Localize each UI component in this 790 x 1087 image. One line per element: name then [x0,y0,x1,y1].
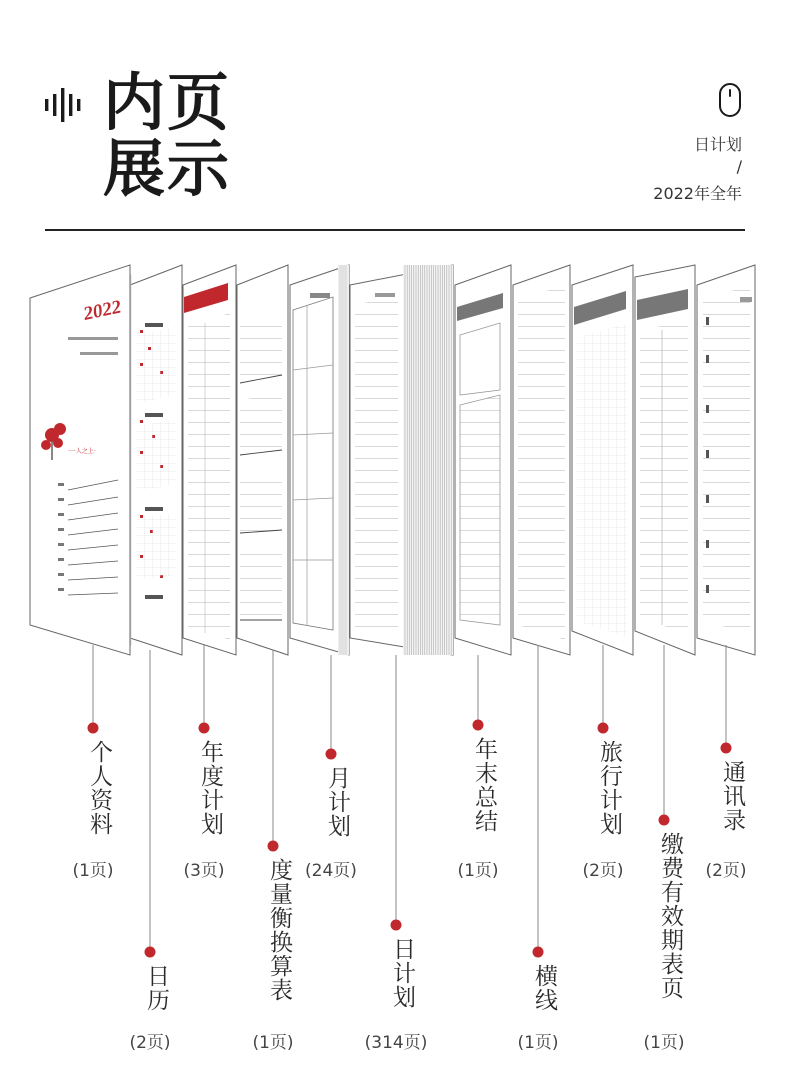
title-line-2: 展示 [103,132,232,205]
callout-dot [145,947,156,958]
callout-dot [473,720,484,731]
sound-wave-icon [44,88,84,122]
cover-year: 2022 [81,296,124,325]
section-label: 个人资料 [86,740,112,836]
subtitle-line-1: 日计划 [693,135,742,154]
callout-dot [391,920,402,931]
page-annual-plan [183,265,236,655]
page-ruled-lines [513,265,570,655]
mouse-icon [718,82,742,118]
section-label: 度量衡换算表 [266,858,292,1002]
subtitle-line-2: 2022年全年 [653,184,742,203]
section-label: 日计划 [389,937,415,1009]
callout-dot [326,749,337,760]
section-label: 月计划 [324,766,350,838]
callout-dot [721,743,732,754]
section-page-count: (3页) [183,861,225,881]
section-page-count: (1页) [457,861,499,881]
page-daily-plan-stack [350,265,453,655]
section-label: 横线 [531,964,557,1012]
section-page-count: (314页) [364,1033,428,1053]
callout-dot [598,723,609,734]
section-label: 年末总结 [471,737,497,833]
callout-dot [659,815,670,826]
page-travel-plan [572,265,633,655]
callout-dot [533,947,544,958]
section-page-count: (24页) [305,861,357,881]
page-spread-illustration [0,255,790,665]
cover-slogan: ·一人之上· [68,448,96,455]
section-label: 年度计划 [197,740,223,836]
page-personal-info [30,265,130,655]
section-label: 通讯录 [719,760,745,832]
callout-dot [199,723,210,734]
page-year-summary [455,265,511,655]
section-label: 缴费有效期表页 [657,832,683,1000]
section-page-count: (2页) [705,861,747,881]
section-page-count: (2页) [129,1033,171,1053]
callout-dot [268,841,279,852]
page-unit-conversion [237,265,288,655]
page-title [103,66,232,205]
section-label: 日历 [143,964,169,1012]
page-payment-table [635,265,695,655]
page-contacts [697,265,755,655]
section-page-count: (2页) [582,861,624,881]
section-page-count: (1页) [252,1033,294,1053]
section-page-count: (1页) [643,1033,685,1053]
page-calendar [124,265,182,655]
callout-dot [88,723,99,734]
section-page-count: (1页) [517,1033,559,1053]
subtitle-separator: / [736,157,742,176]
page-monthly-plan [290,265,349,655]
header-divider [45,229,745,231]
section-page-count: (1页) [72,861,114,881]
section-label: 旅行计划 [596,740,622,836]
title-line-1: 内页 [103,66,232,139]
